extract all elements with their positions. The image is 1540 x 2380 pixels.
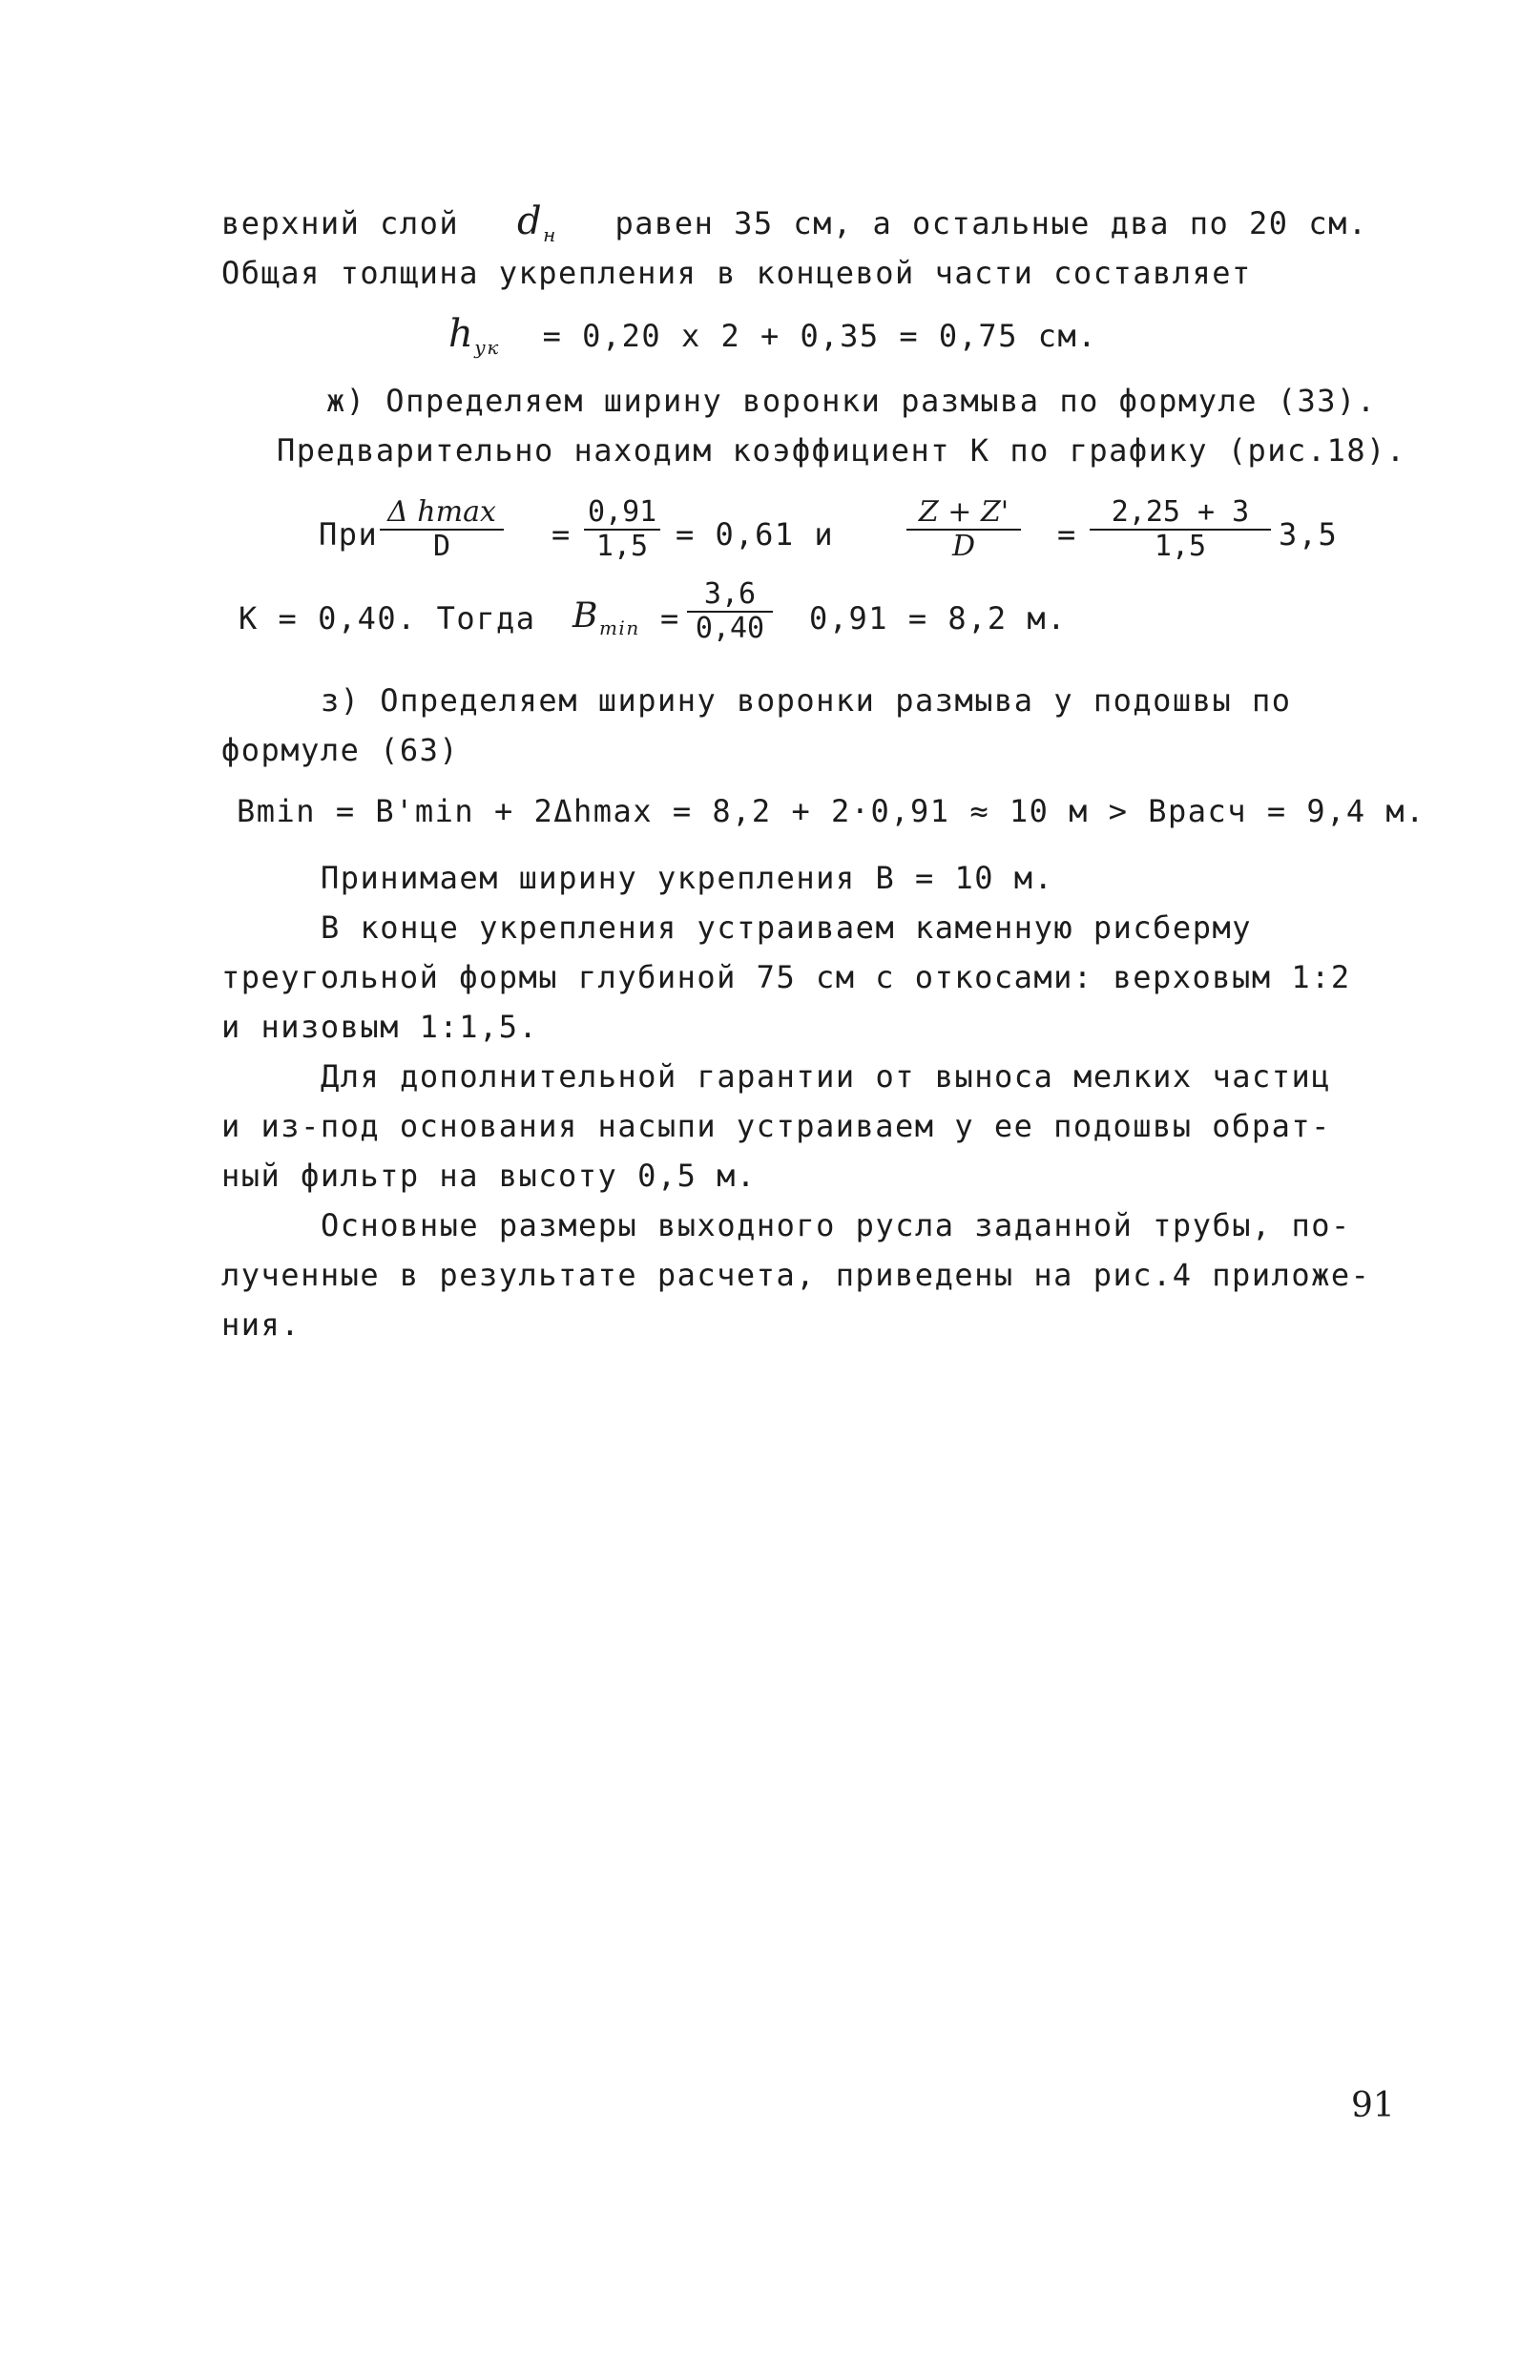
text-line: з) Определяем ширину воронки размыва у подошвы по	[321, 682, 1292, 719]
text-line: Основные размеры выходного русла заданной трубы, по-	[321, 1207, 1351, 1243]
text-fragment: При	[319, 516, 379, 553]
text-line	[221, 199, 1368, 246]
text-line: Принимаем ширину укрепления B = 10 м.	[321, 860, 1054, 896]
formula-line: Bmin = B'min + 2Δhmax = 8,2 + 2·0,91 ≈ 10 м > Bрасч = 9,4 м.	[237, 793, 1426, 829]
fraction	[584, 496, 660, 563]
symbol-h: $h_{ук}$	[448, 312, 500, 359]
text-line: треугольной формы глубиной 75 см с откосами: верховым 1:2	[221, 959, 1351, 995]
fraction-denominator: D	[951, 530, 976, 563]
text-line: Для дополнительной гарантии от выноса мелких частиц	[321, 1058, 1332, 1095]
text-line: ж) Определяем ширину воронки размыва по формуле (33).	[326, 383, 1377, 419]
fraction-numerator: Z + Z'	[906, 496, 1021, 531]
text-line: ния.	[221, 1306, 302, 1343]
fraction	[1090, 496, 1271, 563]
text-fragment: K = 0,40. Тогда	[239, 600, 536, 637]
text-fragment: 0,91 = 8,2 м.	[809, 600, 1067, 637]
symbol-b-min: $B_{min}$	[572, 596, 640, 639]
symbol-d: $d_н$	[516, 199, 557, 246]
text-line: формуле (63)	[221, 732, 460, 768]
fraction-numerator: 2,25 + 3	[1090, 496, 1271, 531]
result-value: 3,5	[1279, 516, 1339, 553]
equals-sign: =	[1057, 516, 1077, 553]
fraction-denominator: 0,40	[695, 612, 765, 645]
text-fragment: равен 35 см, а остальные два по 20 см.	[614, 205, 1368, 241]
fraction-denominator: 1,5	[1154, 530, 1207, 563]
text-line: и низовым 1:1,5.	[221, 1009, 539, 1045]
equals-sign: =	[551, 516, 572, 553]
fraction-numerator: 0,91	[584, 496, 660, 531]
text-line: ный фильтр на высоту 0,5 м.	[221, 1158, 757, 1194]
text-fragment: = 0,61 и	[676, 516, 835, 553]
text-line: и из-под основания насыпи устраиваем у ее подошвы обрат-	[221, 1108, 1331, 1144]
text-line: В конце укрепления устраиваем каменную рисберму	[321, 909, 1252, 946]
fraction	[906, 496, 1021, 563]
fraction	[380, 496, 504, 563]
page-number: 91	[1351, 2086, 1395, 2125]
fraction-denominator: D	[432, 530, 451, 563]
fraction	[687, 578, 773, 645]
fraction-numerator: Δ hmax	[380, 496, 504, 531]
text-line: Общая толщина укрепления в концевой части составляет	[221, 255, 1252, 291]
text-line: лученные в результате расчета, приведены на рис.4 приложе-	[221, 1257, 1371, 1293]
text-line: Предварительно находим коэффициент K по графику (рис.18).	[277, 432, 1406, 469]
equals-sign: =	[660, 600, 680, 637]
formula-line	[448, 312, 1098, 359]
fraction-denominator: 1,5	[595, 530, 649, 563]
fraction-numerator: 3,6	[687, 578, 773, 613]
formula-expression: = 0,20 x 2 + 0,35 = 0,75 см.	[542, 318, 1098, 354]
text-fragment: верхний слой	[221, 205, 460, 241]
